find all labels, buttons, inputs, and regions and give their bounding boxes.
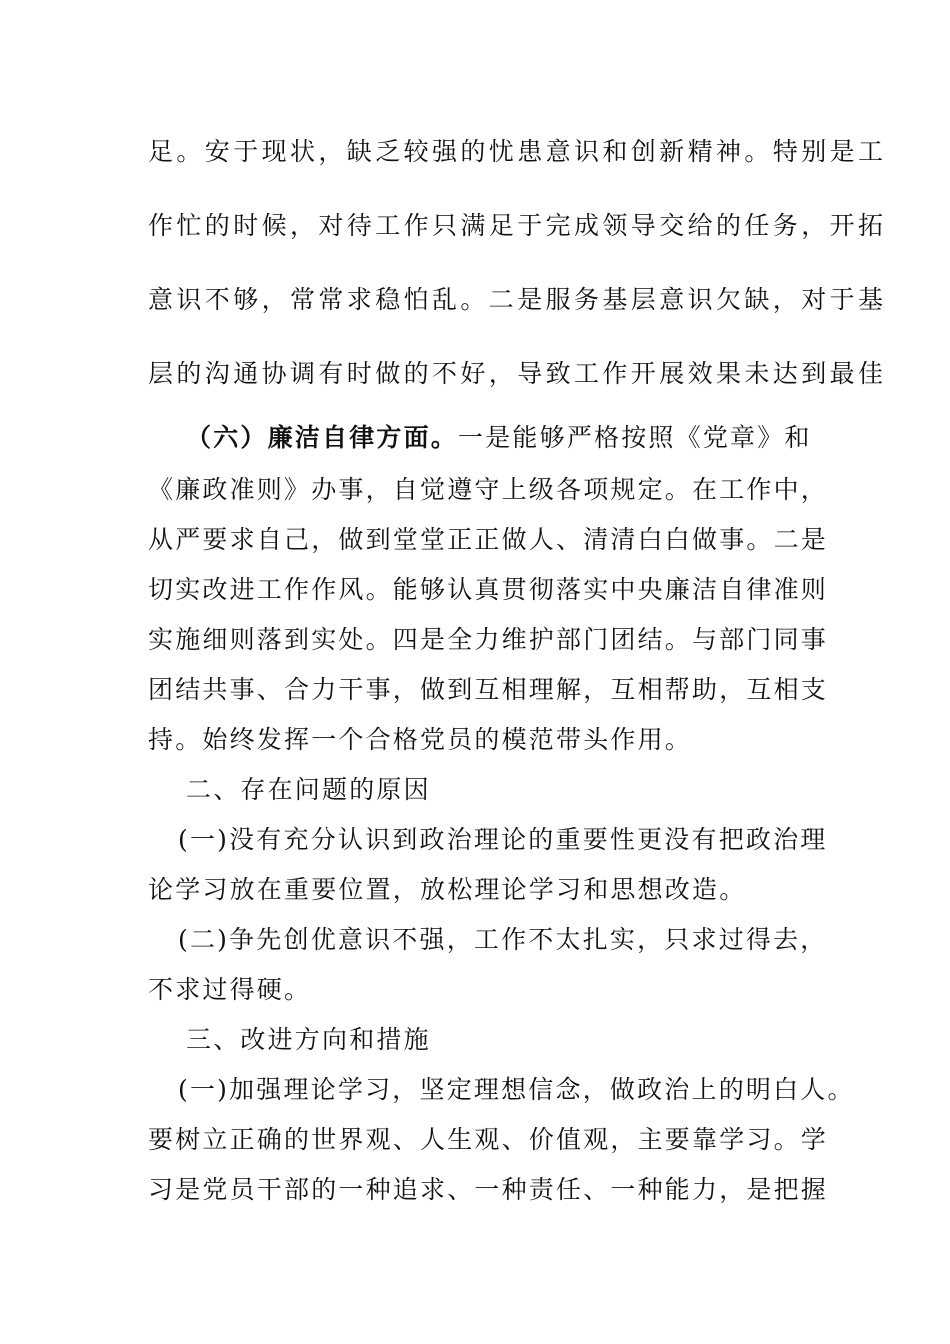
text-line: 作忙的时候，对待工作只满足于完成领导交给的任务，开拓 [148, 211, 887, 240]
text-line: 《廉政准则》办事，自觉遵守上级各项规定。在工作中， [148, 475, 829, 504]
text-line [186, 422, 812, 454]
text-line: 实施细则落到实处。四是全力维护部门团结。与部门同事 [148, 625, 829, 654]
section-heading: 三、改进方向和措施 [186, 1025, 431, 1054]
text-line: 从严要求自己，做到堂堂正正做人、清清白白做事。二是 [148, 525, 829, 554]
text-line: 意识不够，常常求稳怕乱。二是服务基层意识欠缺，对于基 [148, 285, 887, 314]
text-line: (一)加强理论学习，坚定理想信念，做政治上的明白人。 [178, 1075, 855, 1104]
text-line: 层的沟通协调有时做的不好，导致工作开展效果未达到最佳 [148, 359, 887, 388]
section-six-heading: （六）廉洁自律方面。 [186, 423, 459, 452]
text-line: 足。安于现状，缺乏较强的忧患意识和创新精神。特别是工 [148, 137, 887, 166]
section-heading: 二、存在问题的原因 [186, 775, 431, 804]
text-line: (二)争先创优意识不强，工作不太扎实，只求过得去， [178, 925, 828, 954]
section-six-lead-text: 一是能够严格按照《党章》和 [458, 423, 812, 452]
text-line: 切实改进工作作风。能够认真贯彻落实中央廉洁自律准则 [148, 575, 829, 604]
text-line: 要树立正确的世界观、人生观、价值观，主要靠学习。学 [148, 1125, 829, 1154]
text-line: 论学习放在重要位置，放松理论学习和思想改造。 [148, 875, 747, 904]
text-line: 不求过得硬。 [148, 975, 312, 1004]
text-line: (一)没有充分认识到政治理论的重要性更没有把政治理 [178, 825, 828, 854]
text-line: 习是党员干部的一种追求、一种责任、一种能力，是把握 [148, 1175, 829, 1204]
text-line: 持。始终发挥一个合格党员的模范带头作用。 [148, 725, 693, 754]
text-line: 团结共事、合力干事，做到互相理解，互相帮助，互相支 [148, 675, 829, 704]
